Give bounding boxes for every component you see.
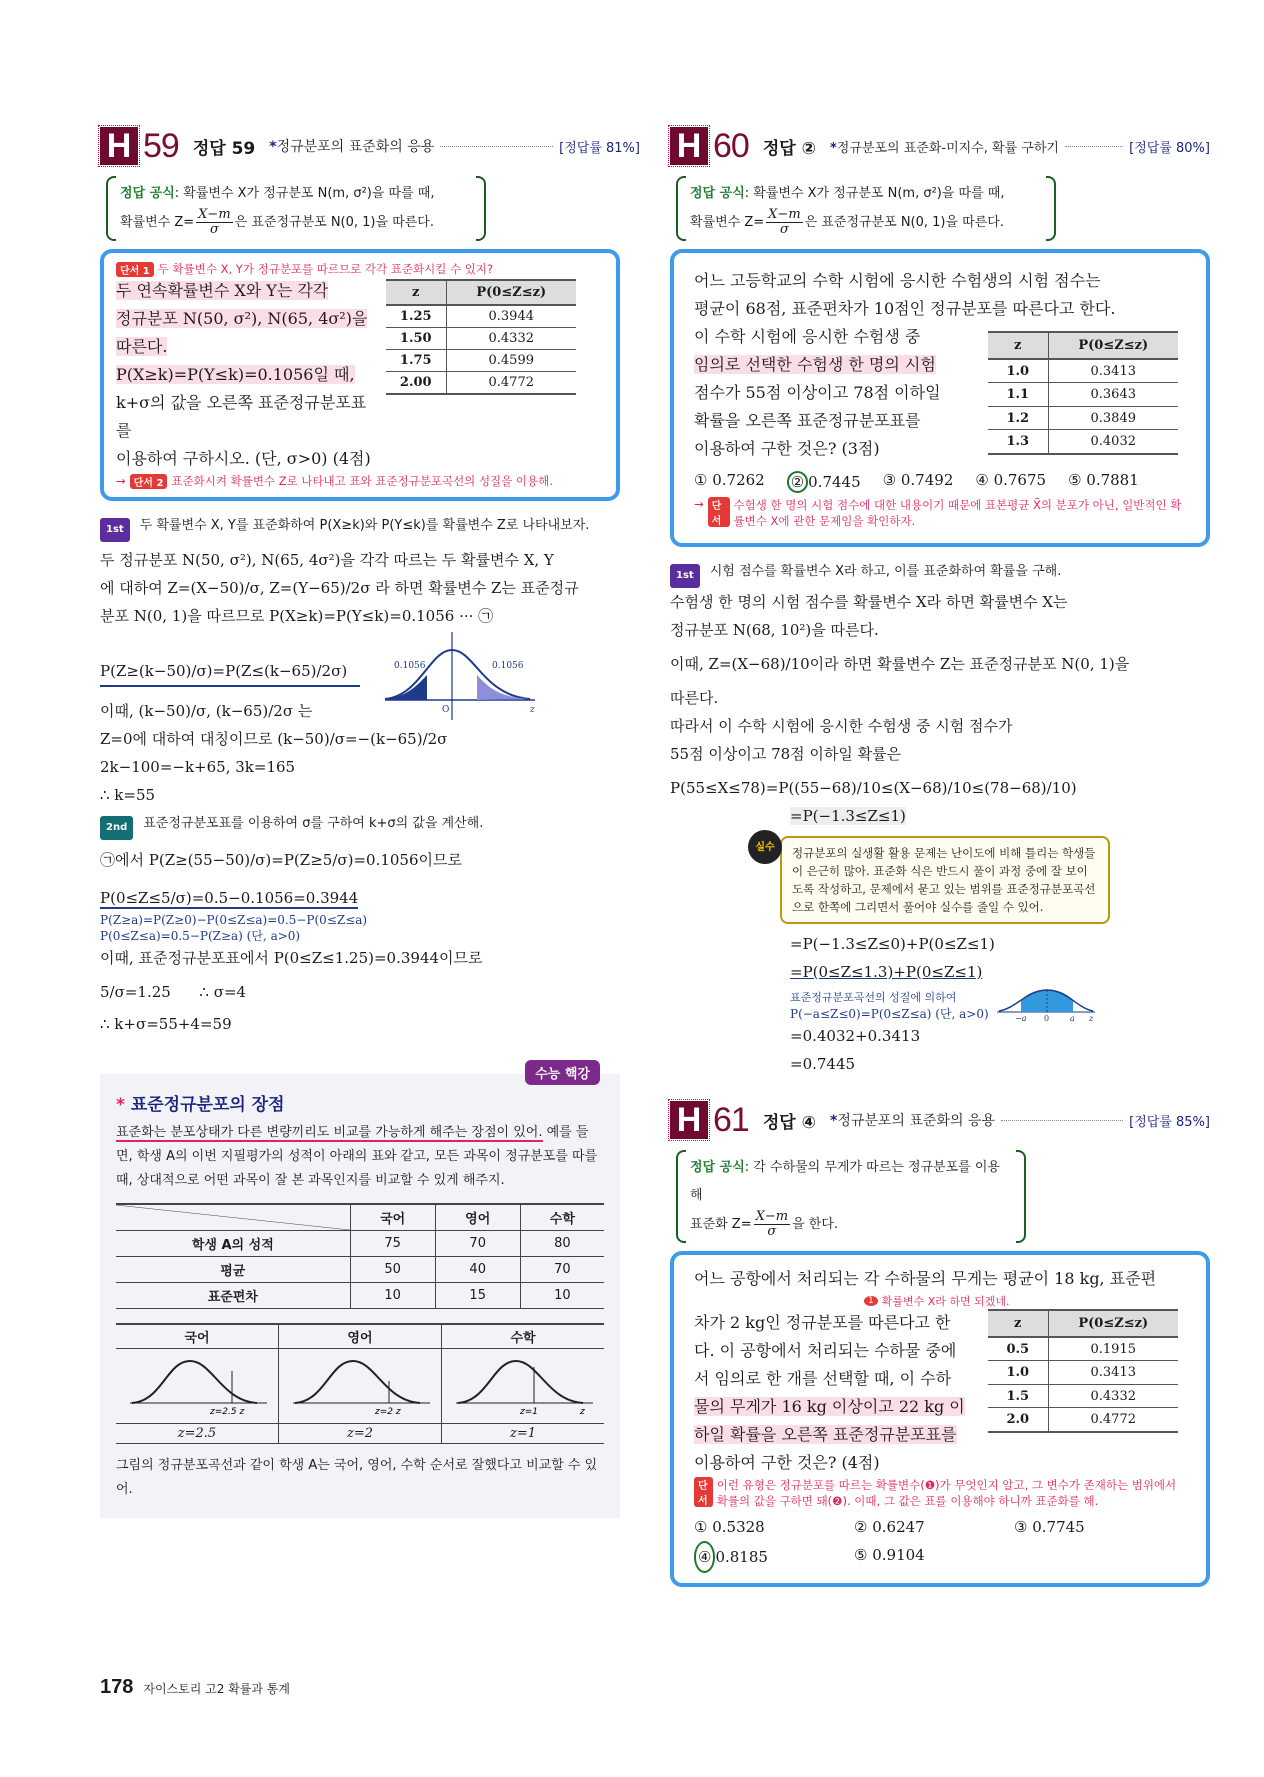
- solution-line: 이때, (k−50)/σ, (k−65)/2σ 는: [100, 702, 313, 720]
- cell: 평균: [116, 1257, 350, 1283]
- question-line: 따른다.: [116, 337, 168, 356]
- question-line: 이용하여 구한 것은? (4점): [694, 1453, 880, 1472]
- tip-text: 정규분포의 실생활 활용 문제는 난이도에 비해 틀리는 학생들이 은근히 많아. 표준화 식은 반드시 풀이 과정 중에 잘 보이도록 작성하고, 문제에서 묻고 있는 범위를 표준정규분포곡선으로 한쪽에 그리면서 풀어야 실수를 줄일 수 있어.: [792, 846, 1096, 914]
- problem-number: 60: [713, 126, 749, 165]
- selected-answer-mark: ②: [787, 471, 808, 493]
- solution-2: [100, 846, 640, 1038]
- table-row: [988, 430, 1178, 454]
- solution-line: P(0≤Z≤5/σ)=0.5−0.1056=0.3944: [100, 889, 359, 907]
- table-row: [116, 1257, 604, 1283]
- question-text: [116, 277, 376, 473]
- table-header: z: [386, 280, 446, 305]
- question-line: 서 임의로 한 개를 선택할 때, 이 수하: [694, 1369, 952, 1388]
- star-icon: *: [116, 1095, 125, 1115]
- page-number: 178: [100, 1676, 134, 1698]
- choice-3[interactable]: ③ 0.7492: [882, 471, 954, 489]
- formula-line1: : 확률변수 X가 정규분포 N(m, σ²)을 따를 때,: [744, 186, 1005, 201]
- cell: 80: [520, 1231, 604, 1257]
- topic-text: 정규분포의 표준화의 응용: [276, 139, 435, 155]
- hint-text: 표준화시켜 확률변수 Z로 나타내고 표와 표준정규분포곡선의 성질을 이용해.: [171, 474, 553, 488]
- svg-text:z=2.5 z: z=2.5 z: [209, 1407, 245, 1417]
- core-conclusion: 그림의 정규분포곡선과 같이 학생 A는 국어, 영어, 수학 순서로 잘했다고 비교할 수 있어.: [116, 1458, 598, 1497]
- solution-line: 따른다.: [670, 689, 719, 707]
- note-line: P(0≤Z≤a)=0.5−P(Z≥a) (단, a>0): [100, 929, 301, 943]
- cell: 75: [350, 1231, 435, 1257]
- cell: 1.25: [386, 305, 446, 328]
- svg-text:−a: −a: [1014, 1014, 1027, 1022]
- topic-text: 정규분포의 표준화의 응용: [837, 1113, 995, 1129]
- hint-2: [116, 473, 604, 489]
- question-line: 이용하여 구한 것은? (3점): [694, 439, 880, 458]
- solution-line: =P(−1.3≤Z≤1): [790, 807, 906, 825]
- solution-line: 분포 N(0, 1)을 따르므로 P(X≥k)=P(Y≤k)=0.1056 ··· ㉠: [100, 607, 494, 625]
- solution-line: 수험생 한 명의 시험 점수를 확률변수 X라 하면 확률변수 X는: [670, 593, 1068, 611]
- arrow-icon: →: [116, 474, 126, 488]
- cell: z=2: [278, 1424, 441, 1444]
- formula-pre: 확률변수 Z=: [120, 215, 195, 230]
- hint: [694, 497, 1186, 529]
- solution-line: 두 정규분포 N(50, σ²), N(65, 4σ²)을 각각 따르는 두 확률변수 X, Y: [100, 551, 554, 569]
- table-row: [988, 406, 1178, 430]
- solution-line: =0.7445: [790, 1055, 856, 1073]
- cell: z=2.5: [116, 1424, 278, 1444]
- cell: 70: [520, 1257, 604, 1283]
- table-header: z: [988, 332, 1048, 359]
- answer-label: 정답 59: [192, 138, 256, 159]
- step-2: [100, 813, 640, 840]
- core-text: [116, 1121, 604, 1193]
- table-header: 영어: [435, 1204, 520, 1231]
- svg-text:z=2 z: z=2 z: [374, 1407, 401, 1417]
- table-row: [988, 383, 1178, 407]
- choice-1[interactable]: ① 0.7262: [694, 471, 765, 489]
- book-title: 자이스토리 고2 확률과 통계: [143, 1682, 290, 1696]
- mistake-tip: [755, 836, 1110, 924]
- cell: 1.3: [988, 430, 1048, 454]
- table-row: [386, 372, 576, 395]
- table-row: [988, 359, 1178, 383]
- cell: 1.1: [988, 383, 1048, 407]
- hint: [694, 1477, 1186, 1509]
- question-top-text: 어느 공항에서 처리되는 각 수하물의 무게는 평균이 18 kg, 표준편: [694, 1269, 1157, 1288]
- hint-text: 이런 유형은 정규분포를 따르는 확률변수(❶)가 무엇인지 알고, 그 변수가 존재하는 범위에서 확률의 값을 구하면 돼(❷). 이때, 그 값은 표를 이용해야 하니까 표준화를 해.: [716, 1478, 1177, 1508]
- problem-badge: H: [670, 127, 708, 165]
- solution: [670, 588, 1210, 830]
- formula-pre: 표준화 Z=: [690, 1217, 752, 1232]
- svg-text:z: z: [580, 1407, 585, 1417]
- step-tag: 1st: [100, 518, 130, 542]
- formula-box: [676, 176, 1056, 241]
- question-box: [670, 249, 1210, 547]
- solution-line: =P(0≤Z≤1.3)+P(0≤Z≤1): [790, 963, 983, 981]
- note-line: P(−a≤Z≤0)=P(0≤Z≤a) (단, a>0): [790, 1007, 989, 1021]
- choice-3[interactable]: ③ 0.7745: [1014, 1518, 1085, 1536]
- table-header: 수학: [442, 1324, 605, 1349]
- svg-text:a: a: [1069, 1014, 1075, 1022]
- dotted-leader: [440, 146, 553, 147]
- cell: 0.3944: [446, 305, 576, 328]
- formula-post: 을 한다.: [792, 1217, 839, 1232]
- denominator: σ: [767, 1224, 777, 1239]
- question-text: [694, 323, 974, 463]
- question-line: [694, 1265, 1186, 1293]
- z-table: [386, 279, 576, 395]
- answer-choices: [694, 1513, 1186, 1573]
- curve-korean: [116, 1349, 278, 1424]
- table-header: [116, 1204, 350, 1231]
- star-icon: *: [269, 139, 277, 155]
- table-row: [988, 1408, 1178, 1432]
- cell: 0.1915: [1048, 1337, 1178, 1361]
- curve-english: [278, 1349, 441, 1424]
- solution-line: 따라서 이 수학 시험에 응시한 수험생 중 시험 점수가: [670, 717, 1013, 735]
- formula-line1: : 확률변수 X가 정규분포 N(m, σ²)을 따를 때,: [174, 186, 435, 201]
- solution-line: 2k−100=−k+65, 3k=165: [100, 758, 296, 776]
- solution-line: 에 대하여 Z=(X−50)/σ, Z=(Y−65)/2σ 라 하면 확률변수 Z는 표준정규: [100, 579, 579, 597]
- left-tail-label: 0.1056: [394, 661, 426, 671]
- step-1: [100, 515, 640, 542]
- denominator: σ: [209, 222, 219, 237]
- z-table: [988, 331, 1178, 455]
- formula-post: 은 표준정규분포 N(0, 1)을 따른다.: [234, 215, 434, 230]
- table-row: [116, 1424, 604, 1444]
- problem-badge: H: [100, 127, 138, 165]
- note-line: 표준정규분포곡선의 성질에 의하여: [790, 991, 957, 1004]
- cell: 10: [350, 1283, 435, 1309]
- question-line: 어느 고등학교의 수학 시험에 응시한 수험생의 시험 점수는: [694, 271, 1101, 290]
- cell: 40: [435, 1257, 520, 1283]
- table-header: 국어: [116, 1324, 278, 1349]
- solution-line: ∴ k+σ=55+4=59: [100, 1015, 232, 1033]
- table-header: P(0≤Z≤z): [1048, 1310, 1178, 1337]
- table-row: [988, 1384, 1178, 1408]
- selected-answer-mark: ④: [694, 1541, 715, 1573]
- answer-choices: [694, 471, 1186, 493]
- choice-2[interactable]: ② 0.6247: [854, 1518, 925, 1536]
- step-text: 시험 점수를 확률변수 X라 하고, 이를 표준화하여 확률을 구해.: [709, 564, 1062, 579]
- star-icon: *: [829, 140, 837, 156]
- answer-label: 정답 ④: [762, 1112, 816, 1133]
- table-header: 영어: [278, 1324, 441, 1349]
- cell: 0.5: [988, 1337, 1048, 1361]
- choice-4[interactable]: [694, 1541, 854, 1573]
- hint-tag: 단서 1: [116, 262, 154, 277]
- correct-rate: [정답률 81%]: [559, 140, 640, 156]
- denominator: σ: [779, 222, 789, 237]
- question-line: 정규분포 N(50, σ²), N(65, 4σ²)을: [116, 309, 368, 328]
- formula-box: [106, 176, 486, 241]
- table-row: [988, 1337, 1178, 1361]
- problem-number: 61: [713, 1100, 749, 1139]
- solution-line: 이때, 표준정규분포표에서 P(0≤Z≤1.25)=0.3944이므로: [100, 949, 483, 967]
- cell: 2.00: [386, 372, 446, 395]
- problem-header-h61: [670, 1100, 1210, 1140]
- step-text: 두 확률변수 X, Y를 표준화하여 P(X≥k)와 P(Y≤k)를 확률변수 Z로 나타내보자.: [139, 518, 590, 533]
- formula-label: 정답 공식: [690, 186, 745, 201]
- question-line: k+σ의 값을 오른쪽 표준정규분포표를: [116, 393, 367, 440]
- numerator: X−m: [198, 207, 231, 222]
- table-header: P(0≤Z≤z): [1048, 332, 1178, 359]
- cell: z=1: [442, 1424, 605, 1444]
- table-header: P(0≤Z≤z): [446, 280, 576, 305]
- choice-2[interactable]: [787, 471, 861, 493]
- cell: 0.4772: [446, 372, 576, 395]
- cell: 0.4772: [1048, 1408, 1178, 1432]
- svg-text:0: 0: [1043, 1014, 1049, 1022]
- topic: [830, 137, 1059, 156]
- normal-curve-graph: [380, 630, 540, 725]
- star-icon: *: [829, 1113, 838, 1129]
- cell: 15: [435, 1283, 520, 1309]
- choice-value: 0.7445: [808, 473, 861, 491]
- topic: [269, 136, 434, 156]
- choice-4[interactable]: ④ 0.7675: [975, 471, 1047, 489]
- right-tail-label: 0.1056: [492, 661, 524, 671]
- step-1: [670, 561, 1210, 588]
- numerator: X−m: [768, 207, 801, 222]
- cell: 1.75: [386, 350, 446, 372]
- dotted-leader: [1065, 146, 1123, 147]
- solution-line: ㉠에서 P(Z≥(55−50)/σ)=P(Z≥5/σ)=0.1056이므로: [100, 851, 462, 869]
- formula-pre: 확률변수 Z=: [690, 215, 765, 230]
- solution-line: =0.4032+0.3413: [790, 1027, 921, 1045]
- cell: 0.4032: [1048, 430, 1178, 454]
- choice-5[interactable]: ⑤ 0.7881: [1068, 471, 1139, 489]
- z-table: [988, 1309, 1178, 1433]
- step-tag: 2nd: [100, 816, 133, 840]
- table-row: [116, 1231, 604, 1257]
- cell: 학생 A의 성적: [116, 1231, 350, 1257]
- step-tag: 1st: [670, 564, 700, 588]
- cell: 2.0: [988, 1408, 1048, 1432]
- question-box: [100, 249, 620, 501]
- choice-value: 0.8185: [715, 1548, 768, 1566]
- hint-text: 두 확률변수 X, Y가 정규분포를 따르므로 각각 표준화시킬 수 있지?: [157, 262, 494, 276]
- question-line: 하일 확률을 오른쪽 표준정규분포표를: [694, 1425, 957, 1444]
- underlined-text: 표준화는 분포상태가 다른 변량끼리도 비교를 가능하게 해주는 장점이 있어.: [116, 1125, 543, 1140]
- solution-line: P(55≤X≤78)=P((55−68)/10≤(X−68)/10≤(78−68)/10): [670, 779, 1077, 797]
- table-header: 수학: [520, 1204, 604, 1231]
- problem-header-h59: [100, 126, 640, 166]
- question-line: 임의로 선택한 수험생 한 명의 시험: [694, 355, 936, 374]
- cell: 1.50: [386, 328, 446, 350]
- left-column: [100, 126, 640, 1518]
- cell: 1.5: [988, 1384, 1048, 1408]
- mistake-badge-icon: 실수: [748, 830, 782, 864]
- core-lecture-box: [100, 1067, 620, 1518]
- solution-line: 5/σ=1.25 ∴ σ=4: [100, 983, 247, 1001]
- table-row: [386, 305, 576, 328]
- hint-1: [116, 261, 604, 277]
- question-line: P(X≥k)=P(Y≤k)=0.1056일 때,: [116, 365, 355, 384]
- cell: 표준편차: [116, 1283, 350, 1309]
- page-footer: [100, 1676, 290, 1699]
- svg-text:z: z: [1088, 1014, 1093, 1022]
- solution-b: [670, 930, 1210, 1078]
- cell: 0.3413: [1048, 359, 1178, 383]
- arrow-icon: →: [694, 497, 704, 511]
- question-line: 두 연속확률변수 X와 Y는 각각: [116, 281, 329, 300]
- question-line: 차가 2 kg인 정규분포를 따른다고 한: [694, 1313, 951, 1332]
- table-row: [386, 350, 576, 372]
- numerator: X−m: [755, 1209, 789, 1224]
- correct-rate: [정답률 85%]: [1129, 1114, 1210, 1130]
- table-row: [116, 1283, 604, 1309]
- hint-text: 수험생 한 명의 시험 점수에 대한 내용이기 때문에 표본평균 X̄의 분포가 아닌, 일반적인 확률변수 X에 관한 문제임을 확인하자.: [733, 498, 1182, 528]
- core-title: [116, 1090, 604, 1115]
- curve-math: [442, 1349, 605, 1424]
- question-line: 평균이 68점, 표준편차가 10점인 정규분포를 따른다고 한다.: [694, 299, 1116, 318]
- hint-tag: 단서: [694, 1477, 713, 1507]
- question-line: 확률을 오른쪽 표준정규분포표를: [694, 411, 921, 430]
- cell: 0.3849: [1048, 406, 1178, 430]
- choice-5[interactable]: ⑤ 0.9104: [854, 1546, 925, 1564]
- question-line: 이 수학 시험에 응시한 수험생 중: [694, 327, 921, 346]
- table-row: [386, 328, 576, 350]
- fraction: [754, 1210, 790, 1239]
- solution: [100, 546, 640, 809]
- cell: 0.4332: [446, 328, 576, 350]
- right-column: [670, 126, 1210, 1587]
- mini-normal-curve: [997, 986, 1097, 1022]
- cell: 1.0: [988, 359, 1048, 383]
- annotation-text: 확률변수 X라 하면 되겠네.: [881, 1295, 1010, 1308]
- fraction: [766, 208, 802, 237]
- table-row: [988, 1361, 1178, 1385]
- cell: 0.4599: [446, 350, 576, 372]
- dotted-leader: [1001, 1120, 1123, 1121]
- solution-line: ∴ k=55: [100, 786, 156, 804]
- table-header: z: [988, 1310, 1048, 1337]
- topic: [830, 1110, 995, 1130]
- correct-rate: [정답률 80%]: [1129, 140, 1210, 156]
- cell: 0.3643: [1048, 383, 1178, 407]
- cell: 0.4332: [1048, 1384, 1178, 1408]
- cell: 50: [350, 1257, 435, 1283]
- answer-label: 정답 ②: [762, 138, 816, 159]
- problem-number: 59: [143, 126, 179, 165]
- core-paragraph: 예를 들면, 학생 A의 이번 지필평가의 성적이 아래의 표와 같고, 모든 과목이 정규분포를 따를 때, 상대적으로 어떤 과목이 잘 본 과목인지를 비교할 수 있게 해주지.: [116, 1125, 598, 1188]
- core-title-text: 표준정규분포의 장점: [130, 1095, 285, 1115]
- question-line: 점수가 55점 이상이고 78점 이하일: [694, 383, 941, 402]
- hint-tag: 단서: [708, 497, 730, 527]
- table-header: 국어: [350, 1204, 435, 1231]
- cell: 1.2: [988, 406, 1048, 430]
- solution-line: 이때, Z=(X−68)/10이라 하면 확률변수 Z는 표준정규분포 N(0, 1)을: [670, 655, 1130, 673]
- formula-label: 정답 공식: [690, 1160, 745, 1175]
- fraction: [196, 208, 232, 237]
- step-text: 표준정규분포표를 이용하여 σ를 구하여 k+σ의 값을 계산해.: [143, 816, 484, 831]
- topic-text: 정규분포의 표준화-미지수, 확률 구하기: [836, 140, 1059, 156]
- question-line: 다. 이 공항에서 처리되는 수하물 중에: [694, 1341, 957, 1360]
- solution-line: 정규분포 N(68, 10²)을 따른다.: [670, 621, 879, 639]
- core-badge: 수능 핵강: [525, 1060, 600, 1085]
- formula-box: [676, 1150, 1026, 1243]
- solution-line: P(Z≥(k−50)/σ)=P(Z≤(k−65)/2σ): [100, 657, 360, 687]
- choice-1[interactable]: ① 0.5328: [694, 1518, 765, 1536]
- curve-table: [116, 1323, 604, 1444]
- formula-label: 정답 공식: [120, 186, 175, 201]
- question-line: 물의 무게가 16 kg 이상이고 22 kg 이: [694, 1397, 965, 1416]
- annotation: [694, 1293, 1186, 1309]
- cell: 0.3413: [1048, 1361, 1178, 1385]
- hint-tag: 단서 2: [130, 474, 168, 489]
- solution-line: Z=0에 대하여 대칭이므로 (k−50)/σ=−(k−65)/2σ: [100, 730, 448, 748]
- formula-post: 은 표준정규분포 N(0, 1)을 따른다.: [804, 215, 1004, 230]
- marker-1-icon: 1: [864, 1296, 878, 1306]
- score-table: [116, 1203, 604, 1309]
- solution-line: 55점 이상이고 78점 이하일 확률은: [670, 745, 902, 763]
- cell: 70: [435, 1231, 520, 1257]
- question-box: [670, 1251, 1210, 1587]
- problem-header-h60: [670, 126, 1210, 166]
- question-line: 이용하여 구하시오. (단, σ>0) (4점): [116, 449, 371, 468]
- cell: 1.0: [988, 1361, 1048, 1385]
- svg-text:z=1: z=1: [520, 1407, 538, 1417]
- svg-text:O: O: [442, 705, 450, 715]
- solution-line: =P(−1.3≤Z≤0)+P(0≤Z≤1): [790, 935, 995, 953]
- svg-text:z: z: [530, 705, 535, 715]
- cell: 10: [520, 1283, 604, 1309]
- question-text: [694, 1309, 974, 1449]
- problem-badge: H: [670, 1101, 708, 1139]
- note-line: P(Z≥a)=P(Z≥0)−P(0≤Z≤a)=0.5−P(0≤Z≤a): [100, 913, 368, 927]
- formula-line1: : 각 수하물의 무게가 따르는 정규분포를 이용해: [690, 1160, 1000, 1203]
